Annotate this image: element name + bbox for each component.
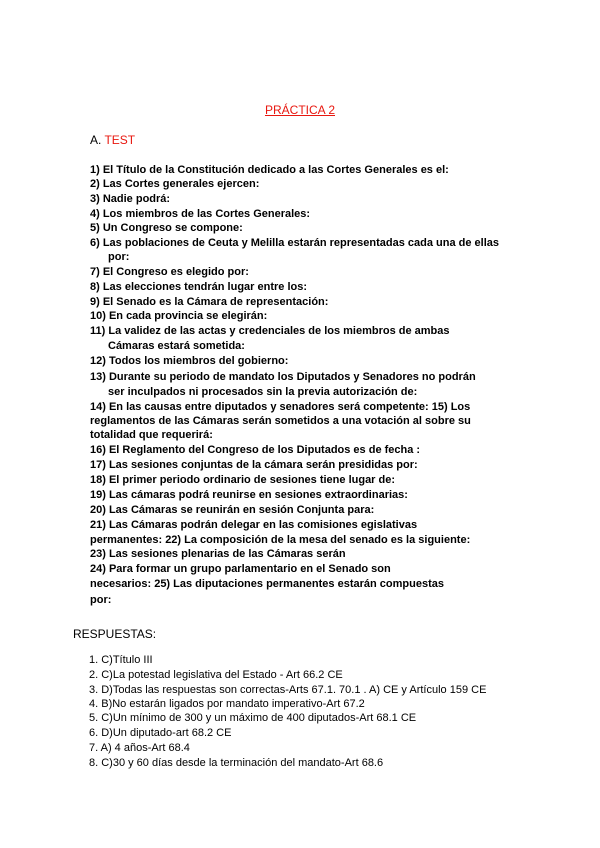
question-line: por:	[90, 594, 112, 606]
question-line: 23) Las sesiones plenarias de las Cámaras serán	[90, 548, 346, 560]
section-name: TEST	[104, 133, 136, 147]
answer-line: 4. B)No estarán ligados por mandato imperativo-Art 67.2	[89, 698, 365, 710]
question-line: 9) El Senado es la Cámara de representación:	[90, 296, 329, 308]
question-line: 19) Las cámaras podrá reunirse en sesiones extraordinarias:	[90, 489, 408, 501]
question-line: 5) Un Congreso se compone:	[90, 222, 243, 234]
question-line: 18) El primer periodo ordinario de sesiones tiene lugar de:	[90, 474, 396, 486]
question-line: 21) Las Cámaras podrán delegar en las comisiones egislativas	[90, 519, 418, 531]
question-line: 17) Las sesiones conjuntas de la cámara serán presididas por:	[90, 459, 418, 471]
question-line: 13) Durante su periodo de mandato los Diputados y Senadores no podrán	[90, 371, 476, 383]
question-line: ser inculpados ni procesados sin la previa autorización de:	[108, 386, 418, 398]
question-line: 3) Nadie podrá:	[90, 193, 171, 205]
responses-heading: RESPUESTAS:	[73, 627, 157, 641]
answer-line: 7. A) 4 años-Art 68.4	[89, 742, 190, 754]
question-line: necesarios: 25) Las diputaciones permanentes estarán compuestas	[90, 578, 444, 590]
section-heading	[90, 133, 135, 147]
question-line: 14) En las causas entre diputados y senadores será competente: 15) Los	[90, 401, 471, 413]
question-line: 4) Los miembros de las Cortes Generales:	[90, 208, 311, 220]
question-line: permanentes: 22) La composición de la mesa del senado es la siguiente:	[90, 534, 471, 546]
question-line: 16) El Reglamento del Congreso de los Diputados es de fecha :	[90, 444, 421, 456]
answer-line: 2. C)La potestad legislativa del Estado - Art 66.2 CE	[89, 669, 343, 681]
section-letter: A.	[90, 133, 102, 147]
question-line: totalidad que requerirá:	[90, 429, 213, 441]
question-line: 1) El Título de la Constitución dedicado a las Cortes Generales es el:	[90, 164, 449, 176]
answer-line: 6. D)Un diputado-art 68.2 CE	[89, 727, 232, 739]
question-line: Cámaras estará sometida:	[108, 340, 245, 352]
answer-line: 5. C)Un mínimo de 300 y un máximo de 400 diputados-Art 68.1 CE	[89, 712, 417, 724]
answer-line: 1. C)Título III	[89, 654, 153, 666]
question-line: 6) Las poblaciones de Ceuta y Melilla estarán representadas cada una de ellas	[90, 237, 499, 249]
question-line: por:	[108, 251, 130, 263]
question-line: 10) En cada provincia se elegirán:	[90, 310, 268, 322]
question-line: 24) Para formar un grupo parlamentario en el Senado son	[90, 563, 391, 575]
page-title: PRÁCTICA 2	[264, 103, 336, 117]
answer-line: 3. D)Todas las respuestas son correctas-Arts 67.1. 70.1 . A) CE y Artículo 159 CE	[89, 684, 487, 696]
question-line: 2) Las Cortes generales ejercen:	[90, 178, 260, 190]
question-line: reglamentos de las Cámaras serán sometidos a una votación al sobre su	[90, 415, 471, 427]
question-line: 12) Todos los miembros del gobierno:	[90, 355, 289, 367]
question-line: 20) Las Cámaras se reunirán en sesión Conjunta para:	[90, 504, 375, 516]
question-line: 8) Las elecciones tendrán lugar entre los:	[90, 281, 308, 293]
answer-line: 8. C)30 y 60 días desde la terminación del mandato-Art 68.6	[89, 757, 384, 769]
question-line: 11) La validez de las actas y credenciales de los miembros de ambas	[90, 325, 450, 337]
question-line: 7) El Congreso es elegido por:	[90, 266, 249, 278]
